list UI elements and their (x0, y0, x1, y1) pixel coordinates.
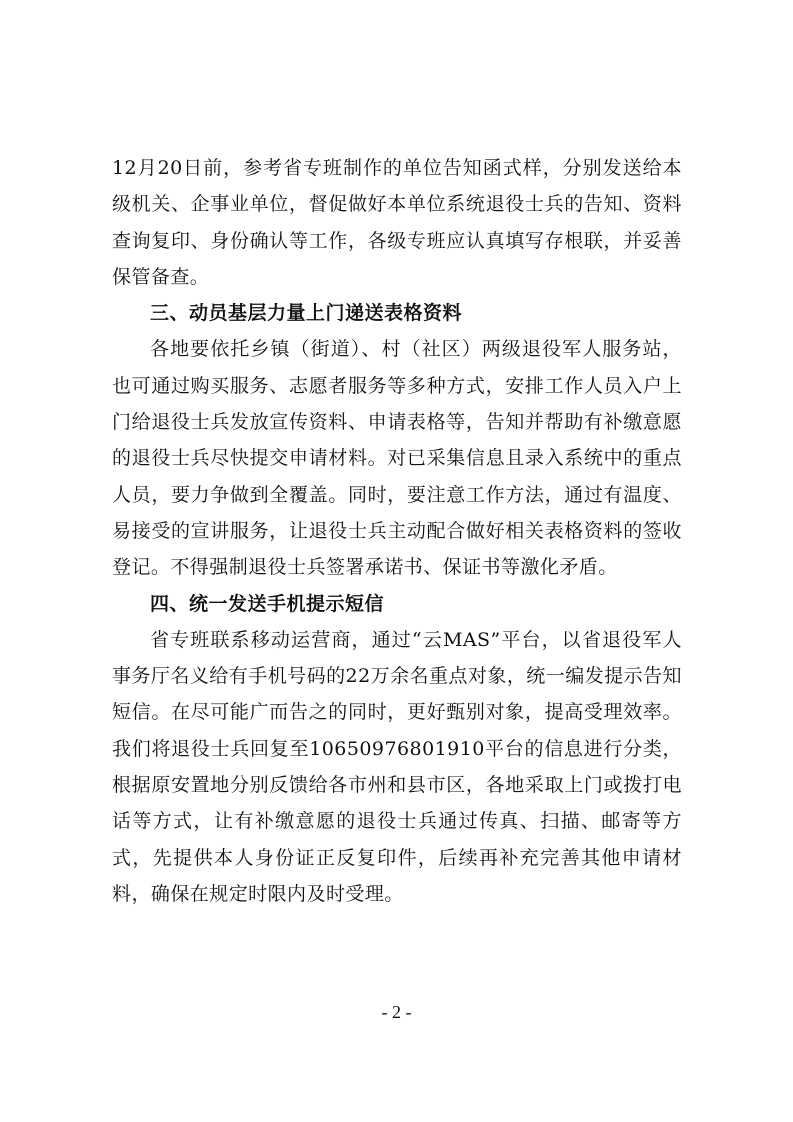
document-body (112, 150, 682, 912)
section-heading-3: 三、动员基层力量上门递送表格资料 (150, 302, 463, 325)
section-heading-4: 四、统一发送手机提示短信 (150, 592, 385, 615)
paragraph-continuation: 12月20日前，参考省专班制作的单位告知函式样，分别发送给本级机关、企事业单位，督促做好本单位系统退役士兵的告知、资料查询复印、身份确认等工作，各级专班应认真填写存根联，并妥善保管备查。 (112, 157, 682, 288)
page-number: - 2 - (381, 1002, 412, 1022)
paragraph-section-4: 省专班联系移动运营商，通过“云MAS”平台，以省退役军人事务厅名义给有手机号码的22万余名重点对象，统一编发提示告知短信。在尽可能广而告之的同时，更好甄别对象，提高受理效率。我们将退役士兵回复至10650976801910平台的信息进行分类，根据原安置地分别反馈给各市州和县市区，各地采取上门或拨打电话等方式，让有补缴意愿的退役士兵通过传真、扫描、邮寄等方式，先提供本人身份证正反复印件，后续再补充完善其他申请材料，确保在规定时限内及时受理。 (112, 628, 682, 905)
paragraph-section-3: 各地要依托乡镇（街道）、村（社区）两级退役军人服务站，也可通过购买服务、志愿者服务等多种方式，安排工作人员入户上门给退役士兵发放宣传资料、申请表格等，告知并帮助有补缴意愿的退役士兵尽快提交申请材料。对已采集信息且录入系统中的重点人员，要力争做到全覆盖。同时，要注意工作方法，通过有温度、易接受的宣讲服务，让退役士兵主动配合做好相关表格资料的签收登记。不得强制退役士兵签署承诺书、保证书等激化矛盾。 (112, 338, 682, 579)
